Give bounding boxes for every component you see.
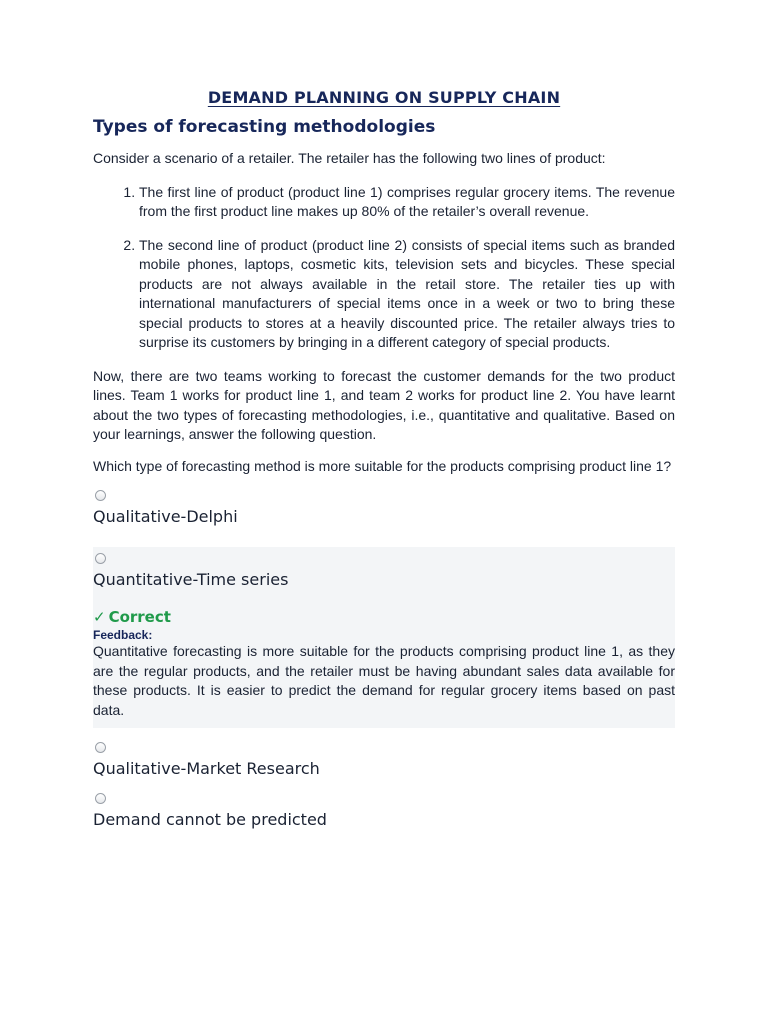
radio-button[interactable] [95,793,106,804]
document-page [93,88,675,830]
feedback-text: Quantitative forecasting is more suitable for the products comprising product line 1, as they are the regular products, and the retailer must be having abundant sales data available for these products. It is easier to predict the demand for regular grocery items based on past data. [93,643,675,718]
context-paragraph: Now, there are two teams working to forecast the customer demands for the two product lines. Team 1 works for product line 1, and team 2 works for product line 2. You have learnt about the two types of forecasting methodologies, i.e., quantitative and qualitative. Based on your learnings, answer the following question. [93,367,675,442]
correct-label: Correct [108,608,171,626]
option-demand-cannot-be-predicted[interactable] [93,793,675,830]
radio-button[interactable] [95,490,106,501]
list-item-product-line-1: 1. The first line of product (product line 1) comprises regular grocery items. The revenue from the first product line makes up 80% of the retailer’s overall revenue. [139,183,675,222]
radio-button[interactable] [95,553,106,564]
option-label[interactable]: Qualitative-Delphi [93,507,238,526]
document-title: DEMAND PLANNING ON SUPPLY CHAIN [207,88,561,107]
option-quantitative-time-series[interactable] [93,547,675,728]
option-label[interactable]: Demand cannot be predicted [93,810,327,829]
option-label[interactable]: Quantitative-Time series [93,570,289,589]
product-lines-list [93,183,675,353]
option-qualitative-market-research[interactable] [93,742,675,779]
check-icon: ✓ [93,608,106,626]
section-heading: Types of forecasting methodologies [93,117,436,137]
option-label[interactable]: Qualitative-Market Research [93,759,320,778]
option-qualitative-delphi[interactable] [93,490,675,527]
radio-button[interactable] [95,742,106,753]
list-item-product-line-2: 2. The second line of product (product line 2) consists of special items such as branded mobile phones, laptops, cosmetic kits, television sets and bicycles. These special products are not always available in the retail store. The retailer ties up with international manufacturers of special items once in a week or two to bring these special products to stores at a heavily discounted price. The retailer always tries to surprise its customers by bringing in a different category of special products. [139,236,675,353]
intro-paragraph: Consider a scenario of a retailer. The retailer has the following two lines of product: [93,150,606,166]
question-text: Which type of forecasting method is more suitable for the products comprising product line 1? [93,457,672,474]
feedback-label: Feedback: [93,628,153,642]
correct-status [93,608,675,626]
